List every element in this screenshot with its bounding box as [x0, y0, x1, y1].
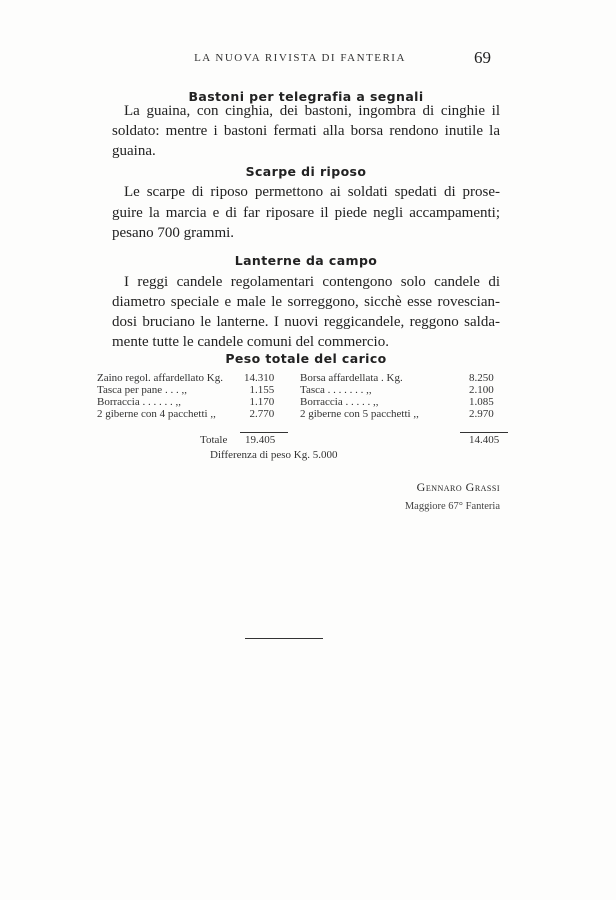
- table-cell: 1.170: [249, 396, 275, 408]
- text-line: Le scarpe di riposo permettono ai soldati spedati di prose-: [124, 184, 500, 200]
- table-cell: 2.770: [249, 408, 275, 420]
- table-cell: Tasca . . . . . . . ,,: [300, 384, 372, 396]
- table-cell: 8.250: [469, 372, 494, 384]
- text-line: soldato: mentre i bastoni fermati alla borsa rendono inutile la: [112, 123, 500, 139]
- table-cell: 2 giberne con 4 pacchetti ,,: [97, 408, 216, 420]
- sum-rule: [240, 432, 288, 433]
- table-cell: 14.310: [244, 372, 275, 384]
- section-heading: Lanterne da campo: [234, 253, 378, 268]
- section-heading: Bastoni per telegrafia a segnali: [188, 89, 424, 104]
- total-right: 14.405: [469, 434, 500, 446]
- text-line: mente tutte le candele comuni del commercio.: [112, 334, 389, 350]
- table-cell: Tasca per pane . . . ,,: [97, 384, 187, 396]
- table-cell: Zaino regol. affardellato Kg.: [97, 372, 223, 384]
- table-cell: 1.155: [249, 384, 275, 396]
- text-line: dosi bruciano le lanterne. I nuovi reggicandele, reggono salda-: [112, 314, 500, 330]
- table-cell: Borraccia . . . . . . ,,: [97, 396, 181, 408]
- table-cell: Borsa affardellata . Kg.: [300, 372, 403, 384]
- end-rule: [245, 638, 323, 639]
- total-label: Totale: [200, 434, 228, 446]
- table-right-items: [300, 372, 419, 420]
- running-title: LA NUOVA RIVISTA DI FANTERIA: [194, 52, 406, 64]
- section-heading: Scarpe di riposo: [245, 164, 367, 179]
- text-line: I reggi candele regolamentari contengono solo candele di: [124, 274, 500, 290]
- table-cell: Borraccia . . . . . ,,: [300, 396, 379, 408]
- table-cell: 2.970: [469, 408, 494, 420]
- table-cell: 2 giberne con 5 pacchetti ,,: [300, 408, 419, 420]
- sum-rule: [460, 432, 508, 433]
- table-cell: 2.100: [469, 384, 494, 396]
- text-line: pesano 700 grammi.: [112, 225, 235, 241]
- text-line: La guaina, con cinghia, dei bastoni, ingombra di cinghie il: [124, 103, 500, 119]
- text-line: guaina.: [112, 143, 156, 159]
- text-line: guire la marcia e di far riposare il piede negli accampamenti;: [112, 205, 500, 221]
- signature-rank: Maggiore 67° Fanteria: [404, 501, 500, 512]
- table-right-values: [469, 372, 494, 420]
- table-left-values: [244, 372, 274, 420]
- table-heading: Peso totale del carico: [225, 351, 387, 366]
- total-left: 19.405: [245, 434, 276, 446]
- weight-difference: Differenza di peso Kg. 5.000: [210, 449, 338, 461]
- page-number: 69: [474, 48, 491, 67]
- text-line: diametro speciale e male le sorreggono, sicchè esse rovescian-: [112, 294, 500, 310]
- table-left-items: [97, 372, 223, 420]
- signature-name: Gennaro Grassi: [416, 480, 500, 494]
- table-cell: 1.085: [469, 396, 494, 408]
